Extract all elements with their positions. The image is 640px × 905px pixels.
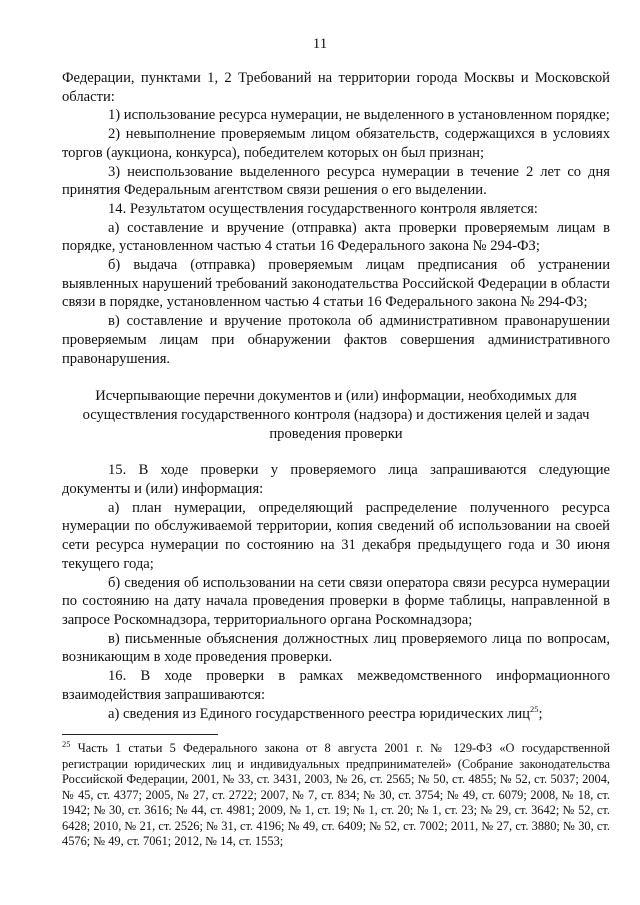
- footnote-divider: [62, 734, 218, 735]
- list-item-1: 1) использование ресурса нумерации, не выделенного в установленном порядке;: [108, 107, 610, 124]
- footnote: [62, 738, 610, 850]
- clause-16-a: [62, 705, 610, 724]
- clause-14-a: а) составление и вручение (отправка) акта проверки проверяемым лицам в порядке, установленном частью 4 статьи 16 Федерального закона № 294-ФЗ;: [62, 219, 610, 255]
- footnote-text: Часть 1 статьи 5 Федерального закона от 8 августа 2001 г. № 129-ФЗ «О государственной регистрации юридических лиц и индивидуальных предпринимателей» (Собрание законодательства Российской Федерации, 2001, № 33, ст. 3431, 2003, № 26, ст. 2565; № 50, ст. 4855; № 52, ст. 5037; 2004, № 45, ст. 4377; 2005, № 27, ст. 2722; 2007, № 7, ст. 834; № 30, ст. 3754; № 49, ст. 6079; 2008, № 18, ст. 1942; № 30, ст. 3616; № 44, ст. 4981; 2009, № 1, ст. 19; № 1, ст. 20; № 1, ст. 23; № 29, ст. 3642; № 52, ст. 6428; 2010, № 21, ст. 2526; № 31, ст. 4196; № 49, ст. 6409; № 52, ст. 7002; 2011, № 27, ст. 3880; № 30, ст. 4576; № 49, ст. 7061; 2012, № 14, ст. 1553;: [62, 741, 610, 848]
- list-item-3: 3) неиспользование выделенного ресурса нумерации в течение 2 лет со дня принятия Федеральным агентством связи решения о его выделении.: [62, 163, 610, 199]
- clause-15-v: в) письменные объяснения должностных лиц проверяемого лица по вопросам, возникающим в ходе проведения проверки.: [62, 630, 610, 666]
- clause-15-b: б) сведения об использовании на сети связи оператора связи ресурса нумерации по состоянию на дату начала проведения проверки в форме таблицы, направленной в запросе Роскомнадзора, территориального органа Роскомнадзора;: [62, 574, 610, 628]
- clause-15: 15. В ходе проверки у проверяемого лица запрашиваются следующие документы и (или) информация:: [62, 462, 610, 498]
- clause-16-a-text: а) сведения из Единого государственного реестра юридических лиц: [108, 705, 530, 722]
- page-number: 11: [312, 36, 328, 52]
- clause-16-a-end: ;: [538, 705, 543, 722]
- clause-14-v: в) составление и вручение протокола об административном правонарушении проверяемым лицам при обнаружении фактов совершения административного правонарушения.: [62, 313, 610, 367]
- clause-16: 16. В ходе проверки в рамках межведомственного информационного взаимодействия запрашиваются:: [62, 668, 610, 703]
- clause-14-b: б) выдача (отправка) проверяемым лицам предписания об устранении выявленных нарушений требований законодательства Российской Федерации в области связи в порядке, установленном частью 4 статьи 16 Федерального закона № 294-ФЗ;: [62, 257, 610, 311]
- list-item-2: 2) невыполнение проверяемым лицом обязательств, содержащихся в условиях торгов (аукциона, конкурса), победителем которых он был признан;: [62, 126, 610, 161]
- footnote-number: 25: [62, 738, 71, 749]
- footnote-reference[interactable]: 25: [529, 703, 539, 714]
- clause-14: 14. Результатом осуществления государственного контроля является:: [108, 200, 538, 217]
- paragraph-continuation: Федерации, пунктами 1, 2 Требований на территории города Москвы и Московской области:: [62, 70, 610, 105]
- clause-15-a: а) план нумерации, определяющий распределение полученного ресурса нумерации по обслуживаемой территории, копия сведений об использовании на своей сети ресурса нумерации по состоянию на 31 декабря предыдущего года и 30 июня текущего года;: [62, 499, 610, 572]
- section-heading: Исчерпывающие перечни документов и (или) информации, необходимых для осуществления государственного контроля (надзора) и достижения целей и задач проведения проверки: [82, 388, 590, 442]
- document-body: [62, 69, 610, 723]
